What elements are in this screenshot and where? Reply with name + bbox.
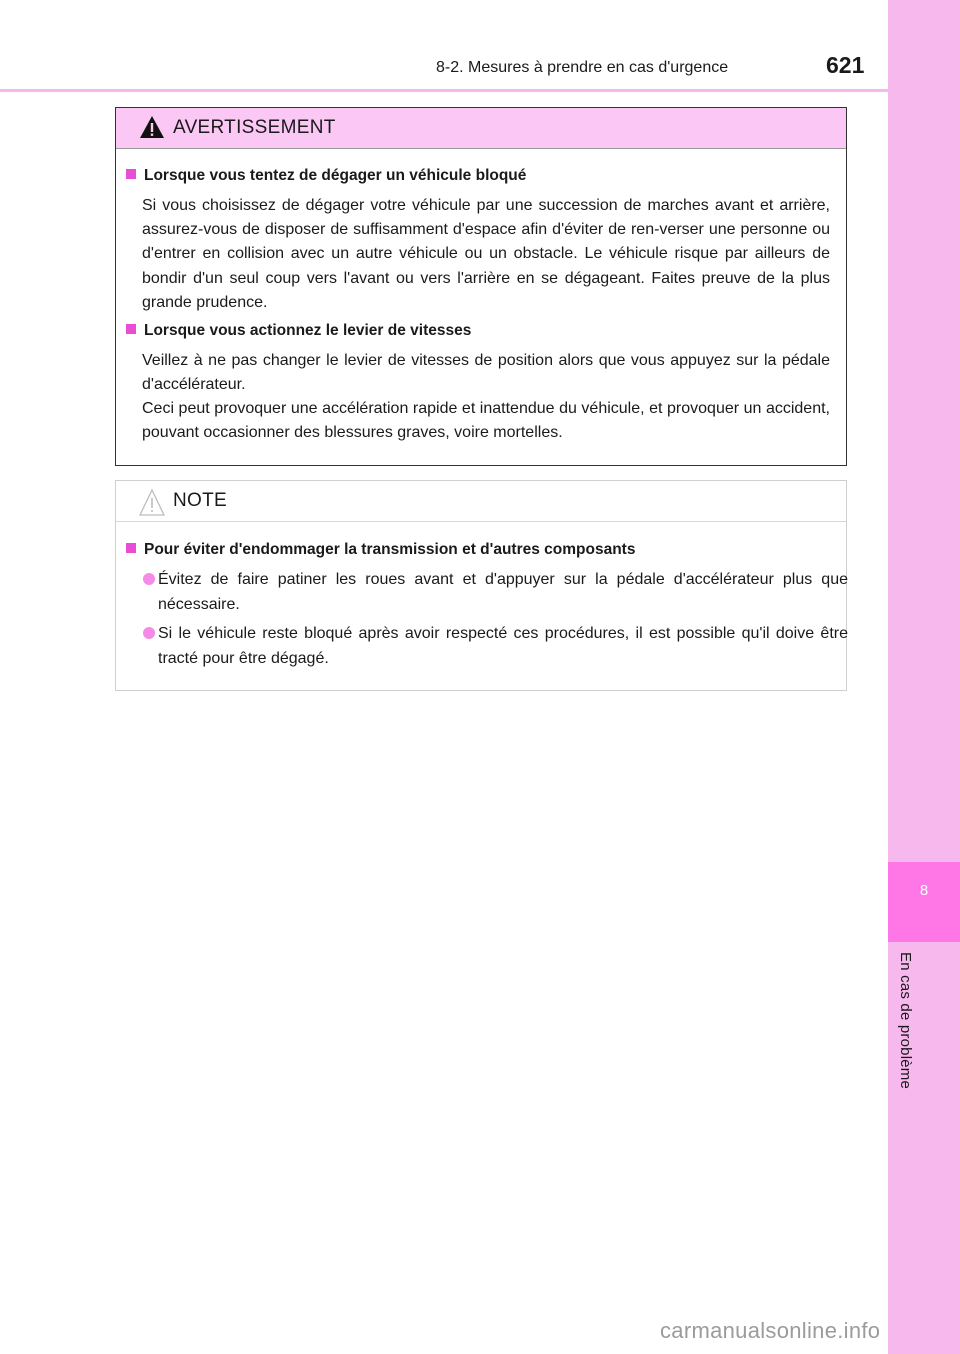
warning-paragraph: Si vous choisissez de dégager votre véhicule par une succession de marches avant et arrière, assurez-vous de disposer de suffisamment d'espace afin d'éviter de ren-verser une personne ou d'entrer en collision avec un autre véhicule ou un obstacle. Le véhicule risque par ailleurs de bondir d'un seul coup vers l'avant ou vers l'arrière en se dégageant. Faites preuve de la plus grande prudence. (142, 197, 830, 311)
note-bullet-text: Si le véhicule reste bloqué après avoir respecté ces procédures, il est possible qu'il doive être tracté pour être dégagé. (158, 625, 848, 667)
warning-paragraph: Ceci peut provoquer une accélération rapide et inattendue du véhicule, et provoquer un accident, pouvant occasionner des blessures graves, voire mortelles. (142, 400, 830, 442)
chapter-label: En cas de problème (897, 952, 914, 1090)
caution-triangle-icon (139, 487, 165, 517)
note-title: NOTE (173, 490, 227, 511)
note-item-heading-text: Pour éviter d'endommager la transmission et d'autres composants (144, 541, 636, 558)
warning-item-heading (126, 167, 526, 185)
note-header (116, 481, 846, 522)
round-bullet-icon (143, 573, 155, 585)
warning-paragraph: Veillez à ne pas changer le levier de vitesses de position alors que vous appuyez sur la pédale d'accélérateur. (142, 352, 830, 394)
square-bullet-icon (126, 543, 136, 553)
warning-item-heading-text: Lorsque vous tentez de dégager un véhicule bloqué (144, 167, 527, 184)
note-box (115, 480, 847, 691)
square-bullet-icon (126, 169, 136, 179)
note-item-heading (126, 541, 635, 559)
warning-item-heading (126, 322, 471, 340)
page-number: 621 (826, 52, 865, 78)
warning-title: AVERTISSEMENT (173, 117, 336, 138)
warning-header (116, 108, 846, 149)
chapter-number: 8 (919, 882, 929, 899)
header-rule (0, 89, 888, 92)
warning-item-heading-text: Lorsque vous actionnez le levier de vitesses (144, 322, 472, 339)
section-title: 8-2. Mesures à prendre en cas d'urgence (436, 59, 729, 76)
warning-box (115, 107, 847, 466)
watermark-text: carmanualsonline.info (660, 1318, 881, 1343)
warning-triangle-icon (139, 114, 165, 140)
round-bullet-icon (143, 627, 155, 639)
note-bullet-text: Évitez de faire patiner les roues avant et d'appuyer sur la pédale d'accélérateur plus que nécessaire. (158, 571, 848, 613)
square-bullet-icon (126, 324, 136, 334)
chapter-tab (888, 862, 960, 942)
side-tab-strip (888, 0, 960, 1354)
